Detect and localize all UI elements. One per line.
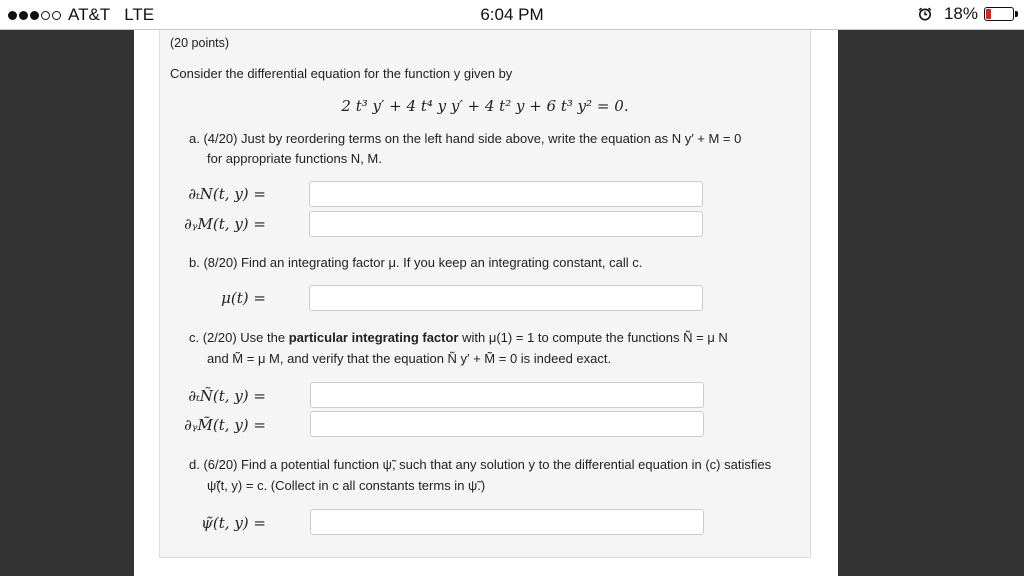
battery-percent: 18%: [943, 4, 978, 23]
part-c-text-pre: c. (2/20) Use the: [189, 330, 286, 345]
status-right: [918, 4, 1014, 24]
part-b-text: b. (8/20) Find an integrating factor μ. If you keep an integrating constant, call c.: [189, 255, 643, 270]
part-a-text-2: for appropriate functions N, M.: [207, 151, 382, 166]
carrier-name: AT&T: [68, 5, 111, 24]
alarm-clock-icon: [918, 7, 932, 21]
part-a-text: a. (4/20) Just by reordering terms on the left hand side above, write the equation as N y′ + M = 0: [189, 131, 742, 146]
part-d-text: d. (6/20) Find a potential function ψ̃, such that any solution y to the differential equation in (c) satisfies: [189, 457, 772, 472]
status-bar: [0, 0, 1024, 30]
battery-icon: [984, 7, 1014, 21]
part-c-text-post: with μ(1) = 1 to compute the functions Ñ = μ N: [462, 330, 728, 345]
part-d-psi-input[interactable]: [310, 509, 704, 535]
battery-level: [986, 9, 991, 19]
question-card: [159, 30, 811, 558]
signal-dot: [30, 11, 39, 20]
part-a-dyM-input[interactable]: [309, 211, 703, 237]
part-d-field-label: ψ̃(t, y) =: [201, 514, 266, 532]
signal-strength-icon: [8, 11, 61, 20]
battery-tip: [1015, 11, 1018, 17]
part-c-field2-label: ∂ᵧM̃(t, y) =: [184, 416, 266, 434]
part-c-text: [189, 330, 728, 345]
signal-dot: [19, 11, 28, 20]
differential-equation: 2 t³ y′ + 4 t⁴ y y′ + 4 t² y + 6 t³ y² = 0.: [341, 97, 629, 115]
part-c-dtN-tilde-input[interactable]: [310, 382, 704, 408]
signal-dot: [8, 11, 17, 20]
part-d-text-2: ψ̃(t, y) = c. (Collect in c all constants terms in ψ̃.): [207, 478, 486, 493]
part-c-dyM-tilde-input[interactable]: [310, 411, 704, 437]
intro-text: Consider the differential equation for the function y given by: [170, 66, 513, 81]
part-a-field1-label: ∂ₜN(t, y) =: [188, 185, 266, 203]
part-c-bold-text: particular integrating factor: [288, 330, 459, 345]
part-c-text-2: and M̃ = μ M, and verify that the equation Ñ y′ + M̃ = 0 is indeed exact.: [207, 351, 612, 366]
part-b-mu-input[interactable]: [309, 285, 703, 311]
page-content: [134, 30, 838, 576]
signal-dot: [41, 11, 50, 20]
part-a-dtN-input[interactable]: [309, 181, 703, 207]
signal-dot: [52, 11, 61, 20]
part-c-field1-label: ∂ₜÑ(t, y) =: [188, 387, 266, 405]
network-type: LTE: [124, 5, 155, 24]
clock: 6:04 PM: [480, 5, 544, 24]
status-left: [8, 5, 154, 25]
points-label: (20 points): [170, 36, 230, 50]
part-b-field-label: μ(t) =: [221, 289, 266, 307]
part-a-field2-label: ∂ᵧM(t, y) =: [184, 215, 266, 233]
